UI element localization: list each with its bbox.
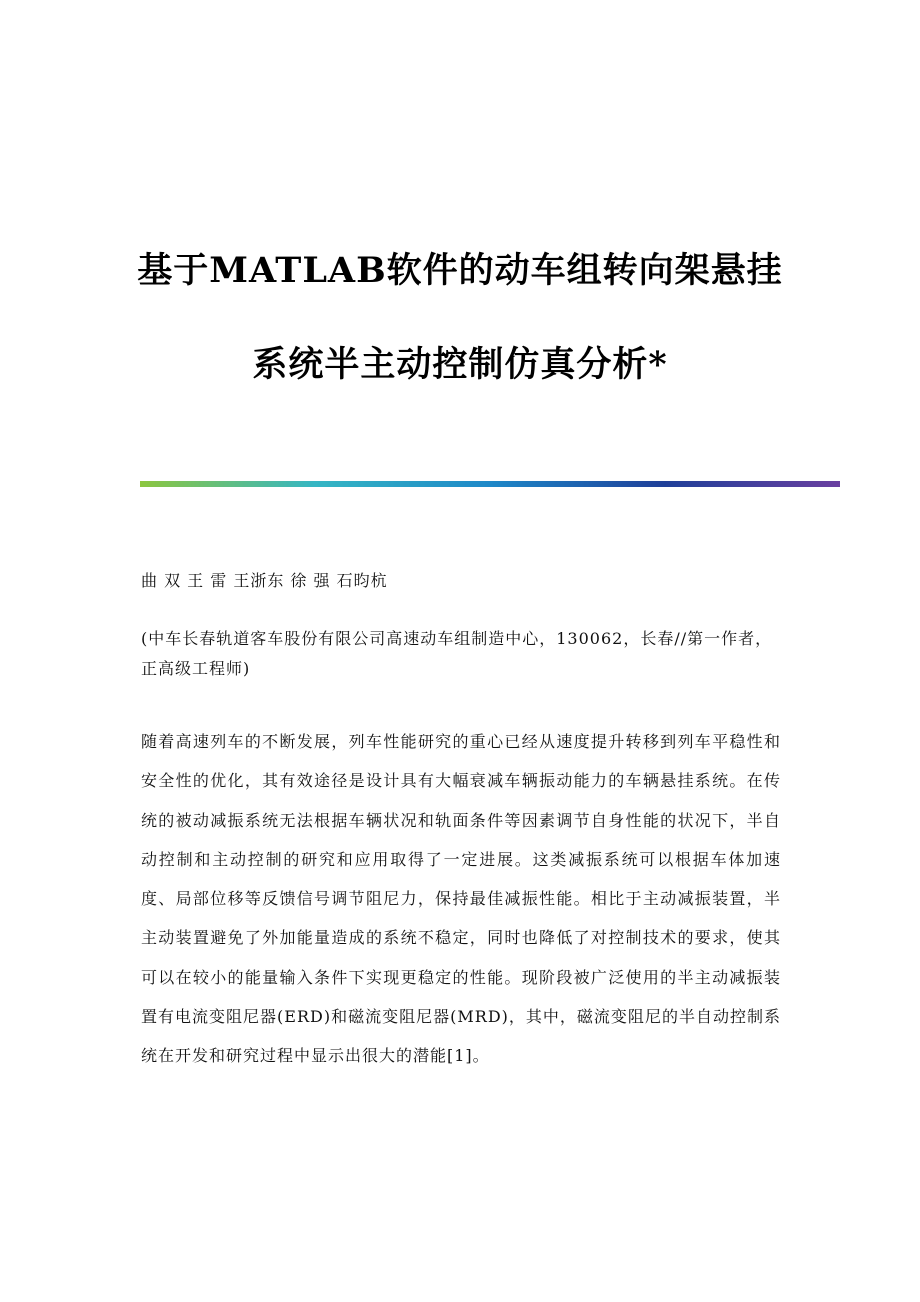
gradient-divider — [140, 481, 840, 487]
abstract-paragraph: 随着高速列车的不断发展，列车性能研究的重心已经从速度提升转移到列车平稳性和安全性的优化，其有效途径是设计具有大幅衰减车辆振动能力的车辆悬挂系统。在传统的被动减振系统无法根据车辆状况和轨面条件等因素调节自身性能的状况下，半自动控制和主动控制的研究和应用取得了一定进展。这类减振系统可以根据车体加速度、局部位移等反馈信号调节阻尼力，保持最佳减振性能。相比于主动减振装置，半主动装置避免了外加能量造成的系统不稳定，同时也降低了对控制技术的要求，使其可以在较小的能量输入条件下实现更稳定的性能。现阶段被广泛使用的半主动减振装置有电流变阻尼器(ERD)和磁流变阻尼器(MRD)，其中，磁流变阻尼的半自动控制系统在开发和研究过程中显示出很大的潜能[1]。 — [141, 732, 781, 1066]
title-line-2: 系统半主动控制仿真分析* — [252, 344, 668, 386]
affiliation: (中车长春轨道客车股份有限公司高速动车组制造中心，130062，长春//第一作者，正高级工程师) — [141, 629, 773, 678]
authors: 曲 双 王 雷 王浙东 徐 强 石昀杭 — [141, 571, 388, 590]
title-line-1: 基于MATLAB软件的动车组转向架悬挂 — [137, 250, 783, 292]
